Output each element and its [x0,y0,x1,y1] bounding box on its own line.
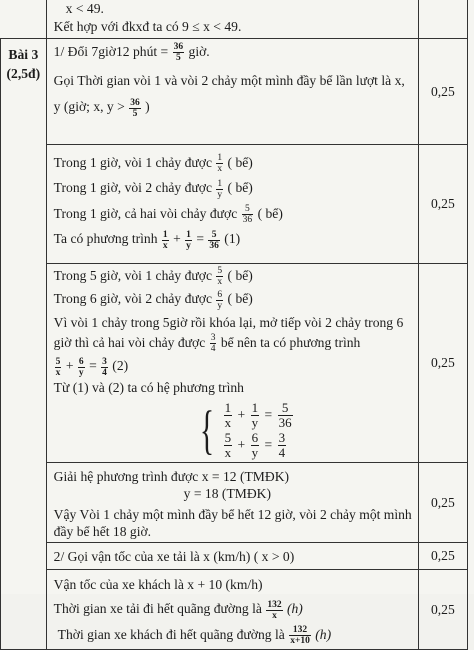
system-equation-2: $\frac{5}{x}$ + $\frac{6}{y}$ = $\frac{3}{4}$ [224,430,286,461]
fraction: $\frac{36}{5}$ [130,97,140,119]
row3-line3: Vì vòi 1 chảy trong 5giờ rồi khóa lại, mở tiếp vòi 2 chảy trong 6 [53,314,404,330]
fraction: $\frac{5}{36}$ [209,229,219,251]
fraction: $\frac{3}{4}$ [278,430,286,461]
row1-line1: 1/ Đổi 7giờ12 phút = $\frac{36}{5}$ giờ. [53,42,210,64]
row1-line3: y (giờ; x, y > $\frac{36}{5}$ ) [53,97,150,119]
fraction: $\frac{6}{y}$ [251,430,259,461]
fraction: $\frac{6}{y}$ [217,289,223,311]
row4-line3: Vậy Vòi 1 chảy một mình đầy bể hết 12 giờ, vòi 2 chảy một mình [53,507,412,523]
row6-line1: Vận tốc của xe khách là x + 10 (km/h) [53,577,263,593]
row3-line1: Trong 5 giờ, vòi 1 chảy được $\frac{5}{x}$ ( bể) [53,266,253,288]
row4-line1: Giải hệ phương trình được x = 12 (TMĐK) [53,469,290,485]
row-3-score: 0,25 [418,264,467,463]
row3-line4: giờ thì cả hai vòi chảy được $\frac{3}{4}$ bể nên ta có phương trình [53,333,361,355]
fraction: $\frac{3}{4}$ [210,333,216,355]
row3-line6: Từ (1) và (2) ta có hệ phương trình [53,379,244,395]
row-5-content [46,543,418,570]
row-5-score: 0,25 [418,543,467,570]
row2-line1: Trong 1 giờ, vòi 1 chảy được $\frac{1}{x}$ ( bể) [53,153,253,175]
top-line-1: x < 49. [65,1,104,16]
fraction: $\frac{5}{x}$ [224,430,232,461]
fraction: $\frac{1}{x}$ [217,153,223,175]
section-label-cell [1,39,47,650]
fraction: $\frac{3}{4}$ [102,356,107,378]
fraction: $\frac{1}{y}$ [251,399,259,430]
equation-system [194,400,295,461]
fraction: $\frac{5}{36}$ [278,399,292,430]
row2-equation-1: Ta có phương trình $\frac{1}{x}$ + $\frac{1}{y}$ = $\frac{5}{36}$ (1) [53,229,241,251]
fraction: $\frac{132}{x}$ [267,599,282,621]
row-4-content [46,463,418,543]
fraction: $\frac{1}{x}$ [224,399,232,430]
row6-line3: Thời gian xe khách đi hết quãng đường là $\frac{132}{x+10}$ (h) [57,625,332,646]
brace-icon: { [199,399,214,460]
fraction: $\frac{5}{x}$ [55,356,61,378]
row4-line4: đầy bể hết 18 giờ. [53,524,152,540]
row-2-content [46,145,418,264]
row-3-content [46,264,418,463]
row-6-content [46,570,418,650]
row3-equation-2: $\frac{5}{x}$ + $\frac{6}{y}$ = $\frac{3}{4}$ (2) [55,356,129,378]
fraction: $\frac{1}{x}$ [162,229,168,251]
section-points: (2,5đ) [6,66,41,81]
row4-line2: y = 18 (TMĐK) [183,486,272,502]
fraction: $\frac{5}{36}$ [242,204,253,226]
top-block [46,0,418,39]
system-equation-1: $\frac{1}{x}$ + $\frac{1}{y}$ = $\frac{5}{36}$ [224,399,292,430]
fraction: $\frac{1}{y}$ [217,178,223,200]
row5-line1: 2/ Gọi vận tốc của xe tải là x (km/h) ( x > 0) [53,549,295,565]
row-2-score: 0,25 [418,145,467,264]
row2-line3: Trong 1 giờ, cả hai vòi chảy được $\frac{5}{36}$ ( bể) [53,204,283,226]
row-6-score: 0,25 [418,570,467,650]
fraction: $\frac{36}{5}$ [173,42,184,64]
row3-line2: Trong 6 giờ, vòi 2 chảy được $\frac{6}{y}$ ( bể) [53,289,253,311]
fraction: $\frac{5}{x}$ [217,266,223,288]
row-4-score: 0,25 [418,463,467,543]
row1-line2: Gọi Thời gian vòi 1 và vòi 2 chảy một mình đầy bể lần lượt là x, [53,73,405,89]
row-1-score: 0,25 [418,39,467,145]
fraction: $\frac{6}{y}$ [78,356,84,378]
row-1-content [46,39,418,145]
fraction: $\frac{1}{y}$ [186,229,191,251]
row2-line2: Trong 1 giờ, vòi 2 chảy được $\frac{1}{y}$ ( bể) [53,178,253,200]
top-line-2: Kết hợp với đkxđ ta có 9 ≤ x < 49. [53,19,242,34]
row6-line2: Thời gian xe tải đi hết quãng đường là $\frac{132}{x}$ (h) [53,599,303,621]
fraction: $\frac{132}{x+10}$ [290,625,310,646]
section-label: Bài 3 [8,47,39,62]
